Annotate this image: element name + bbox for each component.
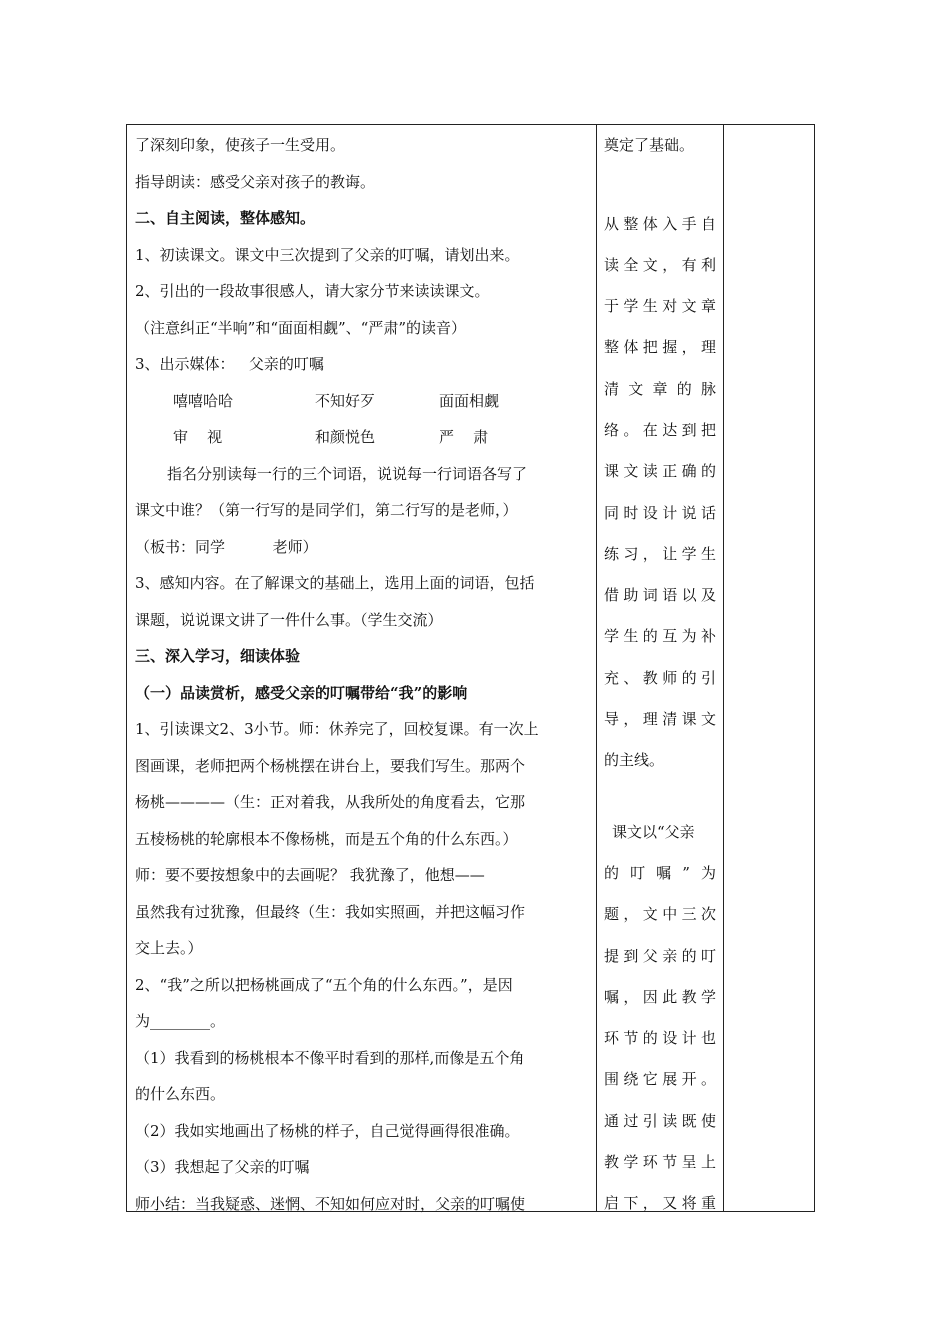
text-line: 五棱杨桃的轮廓根本不像杨桃，而是五个角的什么东西。） <box>135 829 518 848</box>
text-line: 3、感知内容。在了解课文的基础上，选用上面的词语，包括 <box>135 574 535 592</box>
note-line: 的叮嘱”为 <box>604 863 716 882</box>
word: 严 肃 <box>439 428 489 446</box>
text-line: 课文中谁？（第一行写的是同学们，第二行写的是老师，） <box>135 501 518 519</box>
teaching-process-column <box>135 127 590 1222</box>
lesson-plan-table <box>126 124 815 1212</box>
text-line: 图画课，老师把两个杨桃摆在讲台上，要我们写生。那两个 <box>135 756 526 775</box>
note-line: 清文章的脉 <box>604 379 716 398</box>
text-line: 师：要不要按想象中的去画呢？ 我犹豫了，他想—— <box>135 866 485 884</box>
note-line: 课文以“父亲 <box>612 822 695 841</box>
text-line: 师小结：当我疑惑、迷惘、不知如何应对时，父亲的叮嘱使 <box>135 1194 526 1213</box>
note-line: 借助词语以及 <box>604 586 716 605</box>
word: 不知好歹 <box>315 391 376 410</box>
note-line: 嘱，因此教学 <box>604 987 716 1006</box>
word-row <box>135 419 590 456</box>
text-line: 杨桃————（生：正对着我，从我所处的角度看去，它那 <box>135 793 526 811</box>
text-line: 的什么东西。 <box>135 1085 226 1103</box>
text-line: 课题，说说课文讲了一件什么事。（学生交流） <box>135 610 443 629</box>
note-line: 同时设计说话 <box>604 503 716 522</box>
note-line: 读全文，有利 <box>604 255 716 274</box>
text-line: 交上去。） <box>135 939 203 957</box>
note-line: 奠定了基础。 <box>604 136 695 154</box>
column-divider <box>596 125 597 1211</box>
section-heading: 二、自主阅读，整体感知。 <box>135 209 316 227</box>
text-line: （注意纠正“半响”和“面面相觑”、“严肃”的读音） <box>135 318 467 337</box>
note-line: 课文读正确的 <box>604 462 716 481</box>
word: 审 视 <box>173 428 223 446</box>
text-line: 1、引读课文2、3小节。师：休养完了，回校复课。有一次上 <box>135 720 539 738</box>
text-line: 2、引出的一段故事很感人，请大家分节来读读课文。 <box>135 282 490 300</box>
text-line: （3）我想起了父亲的叮嘱 <box>135 1158 310 1176</box>
note-line: 启下，又将重 <box>604 1194 716 1213</box>
text-line: 虽然我有过犹豫，但最终（生：我如实照画，并把这幅习作 <box>135 902 526 921</box>
note-line: 的主线。 <box>604 751 665 770</box>
text-line: 为________。 <box>135 1012 226 1030</box>
note-line: 环节的设计也 <box>604 1029 716 1048</box>
word: 面面相觑 <box>439 391 500 410</box>
text-line: （板书：同学 老师） <box>135 537 318 556</box>
text-line: 指导朗读：感受父亲对孩子的教诲。 <box>135 172 376 191</box>
text-line: （2）我如实地画出了杨桃的样子，自己觉得画得很准确。 <box>135 1121 520 1140</box>
note-line: 题，文中三次 <box>604 905 716 924</box>
note-line: 络。在达到把 <box>604 420 716 439</box>
subsection-heading: （一）品读赏析，感受父亲的叮嘱带给“我”的影响 <box>135 683 468 702</box>
text-line: 了深刻印象，使孩子一生受用。 <box>135 136 346 154</box>
word: 和颜悦色 <box>315 428 376 446</box>
word-row <box>135 383 590 420</box>
note-line: 练习，让学生 <box>604 544 716 563</box>
column-divider <box>723 125 724 1211</box>
note-line: 充、教师的引 <box>604 668 716 687</box>
note-line: 于学生对文章 <box>604 297 716 316</box>
text-line: 指名分别读每一行的三个词语，说说每一行词语各写了 <box>167 464 528 483</box>
note-line: 围绕它展开。 <box>604 1070 716 1089</box>
section-heading: 三、深入学习，细读体验 <box>135 647 301 665</box>
note-line: 导，理清课文 <box>604 710 716 729</box>
note-line: 整体把握，理 <box>604 338 716 357</box>
note-line: 提到父亲的叮 <box>604 946 716 965</box>
spacer <box>604 782 716 812</box>
note-line: 教学环节呈上 <box>604 1153 716 1172</box>
spacer <box>604 164 716 204</box>
word: 嘻嘻哈哈 <box>173 391 234 410</box>
text-line: （1）我看到的杨桃根本不像平时看到的那样,而像是五个角 <box>135 1048 525 1067</box>
text-line: 3、出示媒体： 父亲的叮嘱 <box>135 355 324 373</box>
note-line: 从整体入手自 <box>604 214 716 233</box>
text-line: 1、初读课文。课文中三次提到了父亲的叮嘱，请划出来。 <box>135 245 520 264</box>
text-line: 2、“我”之所以把杨桃画成了“五个角的什么东西。”，是因 <box>135 975 513 994</box>
design-intent-column <box>604 127 716 1225</box>
note-line: 通过引读既使 <box>604 1111 716 1130</box>
note-line: 学生的互为补 <box>604 627 716 646</box>
